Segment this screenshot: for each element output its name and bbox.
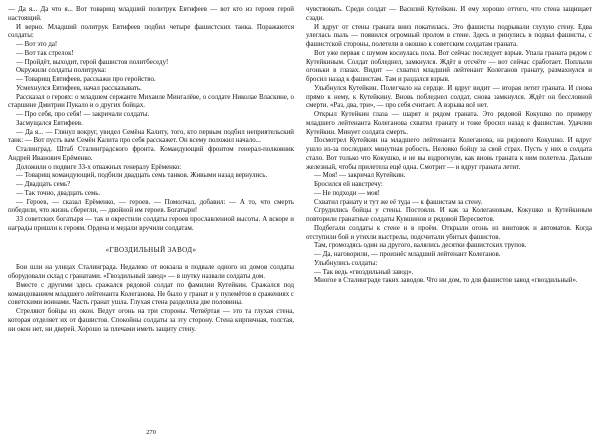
section-title: «ГВОЗДИЛЬНЫЙ ЗАВОД» bbox=[105, 245, 197, 254]
paragraph: Доложили о подвиге 33-х отважных генералу Ерёменко: bbox=[16, 163, 182, 171]
paragraph: — Двадцать семь? bbox=[16, 181, 71, 188]
paragraph: Посмотрел Кутейкин на младшего лейтенанта Колеганова, на рядового Кокушко. И вдруг ушло из-за последних минутная робость. Неловко бойцу за свой страх. Пусть у них в солдата стало. Вот только что Кокушко, и не вы вздрогнули, как вновь граната к ним полетела. Дальше железный, чтобы прилетела ещё одна. Смотрит — и вдруг граната летит. bbox=[306, 137, 592, 171]
left-page bbox=[8, 6, 294, 436]
paragraph: — Да я... — Глянул вокруг, увидел Семёна Калиту, того, кто первым подбил неприятельский танк: — Вот пусть вам Семён Калита про себя расскажет. Он всему положил начало... bbox=[8, 128, 294, 145]
paragraph: Засмущался Евтифеев. bbox=[16, 119, 83, 127]
right-column bbox=[306, 6, 592, 286]
paragraph: Многое в Сталинграде таких заводов. Что ни дом, то для фашистов завод «гвоздильный». bbox=[314, 277, 578, 285]
paragraph: Подбегали солдаты к стене и в проём. Открыли огонь из винтовок и автоматов. Когда отступили бой и утихли выстрелы, подсчитали убитых фашистов. bbox=[306, 224, 592, 241]
paragraph: И верно. Младший политрук Евтифеев подбил четыре фашистских танка. Поражаются солдаты: bbox=[8, 23, 294, 40]
right-page bbox=[306, 6, 592, 436]
paragraph: Стреляют бойцы из окон. Ведут огонь на три стороны. Четвёртая — это та глухая стена, которая отделяет их от фашистов. Спокойны солдаты за эту сторону. Стена кирпичная, толстая, ни окон нет, ни дверей. Хорошо за плечами иметь защиту стену. bbox=[8, 308, 294, 333]
paragraph: — Про себя, про себя! — закричали солдаты. bbox=[16, 111, 150, 118]
paragraph: — Да, наговорили, — произнёс младший лейтенант Колеганов. bbox=[314, 251, 501, 258]
paragraph: Вместе с другими здесь сражался рядовой солдат по фамилии Кутейкин. Сражался под командованием младшего лейтенанта Колеганова. Не было у гранат и у пулемётов в сражениях с советскими воинами. Часть гранат ушла. Глухая стена разделила две половины. bbox=[8, 281, 294, 307]
paragraph: Бросился ей навстречу: bbox=[314, 181, 383, 188]
paragraph: — Вот это да! bbox=[16, 41, 58, 48]
paragraph: — Товарищ Евтифеев, расскажи про геройство. bbox=[16, 76, 156, 83]
paragraph: Бои шли на улицах Сталинграда. Недалеко от вокзала в подвале одного из домов солдаты оборудовали склад с гранатами. «Гвоздильный завод» — в шутку назвали солдаты дом. bbox=[8, 264, 294, 280]
paragraph: Рассказал о героях: о младшем сержанте Михаиле Мингалёве, о солдате Николае Власкине, о старшине Дмитрии Пукало и о других бойцах. bbox=[8, 93, 294, 110]
paragraph: Сгрудились бойцы у стены. Постояли. И как за Колегановым, Кокушко и Кутейкиным повторили гранатные солдаты Кувшинов и рядовой Пересветов. bbox=[306, 207, 592, 223]
paragraph: — Так точно, двадцать семь. bbox=[16, 189, 101, 197]
paragraph: — Товарищ командующий, подбили двадцать семь танков. Живыми назад вернулись. bbox=[16, 172, 268, 180]
paragraph: Вот уже первая с шумом коснулась пола. Вот сейчас последует взрыв. Упала граната рядом с Кутейкиным. Солдат побледнел, замкнулся. Ждёт в отсчёте — вот сейчас сработает. Поплыли огоньки в глазах. Видит — схватил младший лейтенант Колеганов гранату, размахнулся и бросил назад к фашистам. Там и раздался взрыв. bbox=[306, 49, 592, 83]
paragraph: — Так ведь «гвоздильный завод». bbox=[314, 268, 414, 276]
paragraph: Схватил гранату и тут же её туда — к фашистам за стену. bbox=[314, 198, 483, 206]
paragraph: — Вот так стрелок! bbox=[16, 49, 74, 57]
paragraph: — Не подходи — моя! bbox=[314, 189, 380, 197]
paragraph: Усмехнулся Евтифеев, начал рассказывать. bbox=[16, 84, 142, 92]
paragraph: — Да я... Да что я... Вот товарищ младший политрук Евтифеев — вот кто из героев герой настоящий. bbox=[8, 6, 294, 22]
page-number: 270 bbox=[146, 429, 156, 436]
paragraph: Там, громоздясь один на другого, валялись десятки фашистских трупов. bbox=[314, 242, 527, 250]
paragraph: Окружили солдаты политрука: bbox=[16, 67, 107, 75]
paragraph: — Моя! — закричал Кутейкин. bbox=[314, 172, 406, 180]
paragraph: Улыбнулся Кутейкин. Полегчало на сердце. И вдруг видит — вторая летит граната. И снова прямо к нему, к Кутейкину. Вновь побледнел солдат, снова замкнулся. Ждёт он бессловной смерти. «Раз, два, три», — про себя считает. А взрыва всё нет. bbox=[306, 84, 592, 110]
paragraph: — Пройдёт, выходит, герой фашистов политбеседу! bbox=[16, 58, 169, 66]
paragraph: — Героев, — сказал Ерёменко, — героев. — Помолчал, добавил: — А то, что смерть победили, что жизнь сберегли, — двойной им героев. Богатыри! bbox=[8, 198, 294, 215]
paragraph: Сталинград. Штаб Сталинградского фронта. Командующий фронтом генерал-полковник Андрей Иванович Ерёменко. bbox=[8, 146, 294, 162]
paragraph: Открыл Кутейкин глаза — шарят и рядом граната. Это рядовой Кокушко по примеру младшего лейтенанта Колеганова схватил гранату и тоже бросил назад к фашистам. Удачлив Кутейкин. Минует солдата смерть. bbox=[306, 111, 592, 136]
paragraph: Улыбнулись солдаты: bbox=[314, 259, 378, 267]
left-column bbox=[8, 6, 294, 334]
paragraph: И вдруг от стены граната вниз покатилась. Это фашисты подрывали глухую стену. Едва улеглась пыль — появился огромный пролом в стене. Здесь и ринулись в подвал фашисты, с фашистской стороны, полетели в окошко к советским солдатам граната. bbox=[306, 23, 592, 48]
paragraph: 33 советских богатыря — так и окрестили солдаты героев прославленной высоты. А вскоре и награды пришли к героям. Ордена и медали вручили солдатам. bbox=[8, 216, 294, 232]
paragraph: чувствовать. Среди солдат — Василий Кутейкин. И ему хорошо оттого, что стена защищает сзади. bbox=[306, 6, 592, 22]
